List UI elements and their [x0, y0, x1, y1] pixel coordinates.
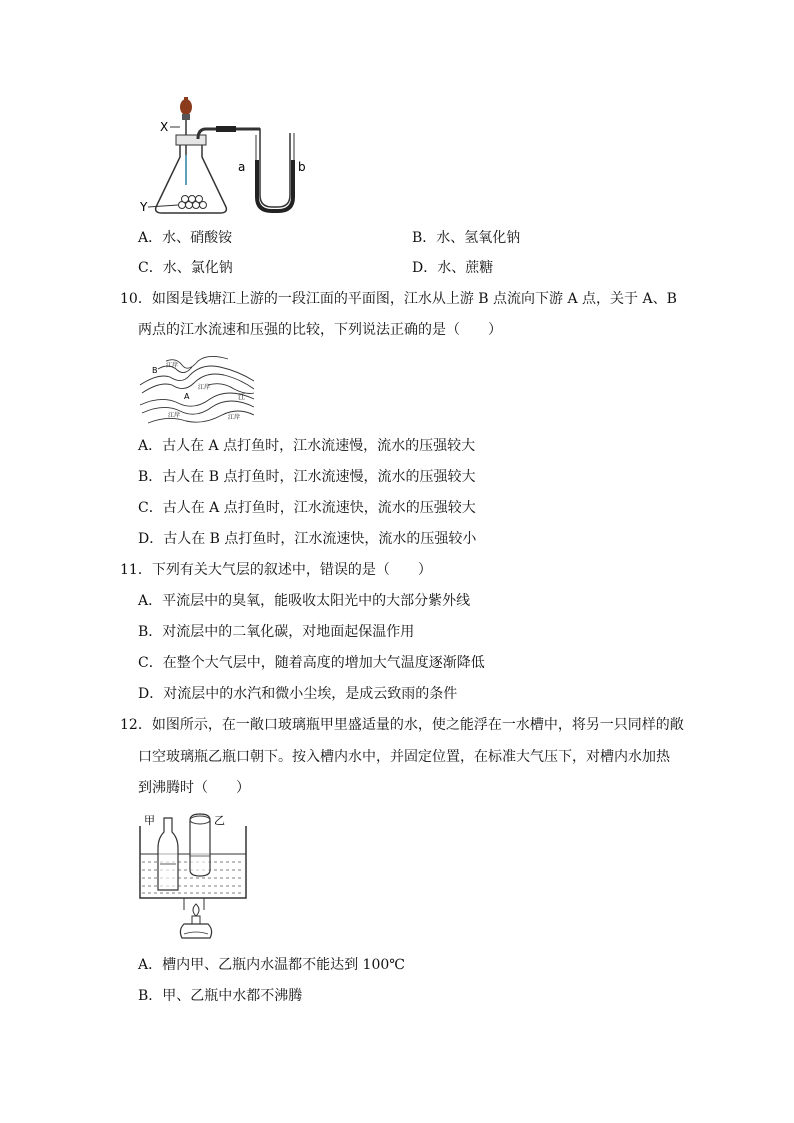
river-bank-label-1: 江岸: [166, 362, 179, 369]
q10-stem-line1: 10．如图是钱塘江上游的一段江面的平面图，江水从上游 B 点流向下游 A 点，关于 A、B: [120, 291, 677, 307]
q11-option-d: D．对流层中的水汽和微小尘埃，是成云致雨的条件: [138, 686, 458, 702]
flask-stopper: [176, 135, 206, 145]
q9-option-c: C．水、氯化钠: [138, 260, 233, 276]
q10-option-a: A．古人在 A 点打鱼时，江水流速慢，流水的压强较大: [138, 438, 476, 454]
alcohol-lamp: [180, 924, 211, 938]
dropper-bulb: [180, 99, 192, 115]
label-a: a: [238, 160, 246, 174]
q9-option-a: A．水、硝酸铵: [138, 230, 233, 246]
label-yi: 乙: [214, 814, 225, 827]
lamp-flame: [193, 904, 199, 916]
label-x: X: [160, 120, 169, 134]
q12-option-a: A．槽内甲、乙瓶内水温都不能达到 100℃: [138, 957, 405, 973]
q10-option-b: B．古人在 B 点打鱼时，江水流速慢，流水的压强较大: [138, 469, 476, 485]
q9-option-d: D．水、蔗糖: [412, 260, 494, 276]
river-bank-label-2: 江岸: [198, 384, 211, 391]
q11-stem: 11．下列有关大气层的叙述中，错误的是（ ）: [120, 562, 432, 578]
label-y: Y: [140, 200, 148, 214]
label-b: b: [298, 160, 306, 174]
q12-stem-line3: 到沸腾时（ ）: [138, 780, 250, 796]
water-tank-bottles-diagram: [138, 812, 250, 944]
river-label-jiang: 江: [238, 393, 245, 401]
river-label-b: B: [152, 366, 158, 375]
label-jia: 甲: [144, 814, 155, 827]
q11-option-c: C．在整个大气层中，随着高度的增加大气温度逐渐降低: [138, 655, 485, 671]
q10-stem-line2: 两点的江水流速和压强的比较，下列说法正确的是（ ）: [138, 322, 502, 338]
q11-option-b: B．对流层中的二氧化碳，对地面起保温作用: [138, 624, 415, 640]
river-bank-label-3: 江岸: [168, 412, 181, 419]
river-plan-diagram: [138, 355, 256, 427]
q9-option-b: B．水、氢氧化钠: [412, 230, 521, 246]
river-bank-label-4: 江岸: [228, 414, 241, 421]
bottle-jia: [158, 818, 178, 890]
q10-option-d: D．古人在 B 点打鱼时，江水流速快，流水的压强较小: [138, 531, 477, 547]
q10-option-c: C．古人在 A 点打鱼时，江水流速快，流水的压强较大: [138, 500, 476, 516]
q12-option-b: B．甲、乙瓶中水都不沸腾: [138, 988, 303, 1004]
q12-stem-line1: 12．如图所示，在一敞口玻璃瓶甲里盛适量的水，使之能浮在一水槽中，将另一只同样的敞: [120, 717, 684, 733]
pellets-y: [179, 196, 207, 209]
river-label-a: A: [184, 392, 190, 401]
q11-option-a: A．平流层中的臭氧，能吸收太阳光中的大部分紫外线: [138, 593, 471, 609]
flask-u-tube-diagram: [138, 95, 318, 220]
q12-stem-line2: 口空玻璃瓶乙瓶口朝下。按入槽内水中，并固定位置，在标准大气压下，对槽内水加热: [138, 749, 670, 765]
